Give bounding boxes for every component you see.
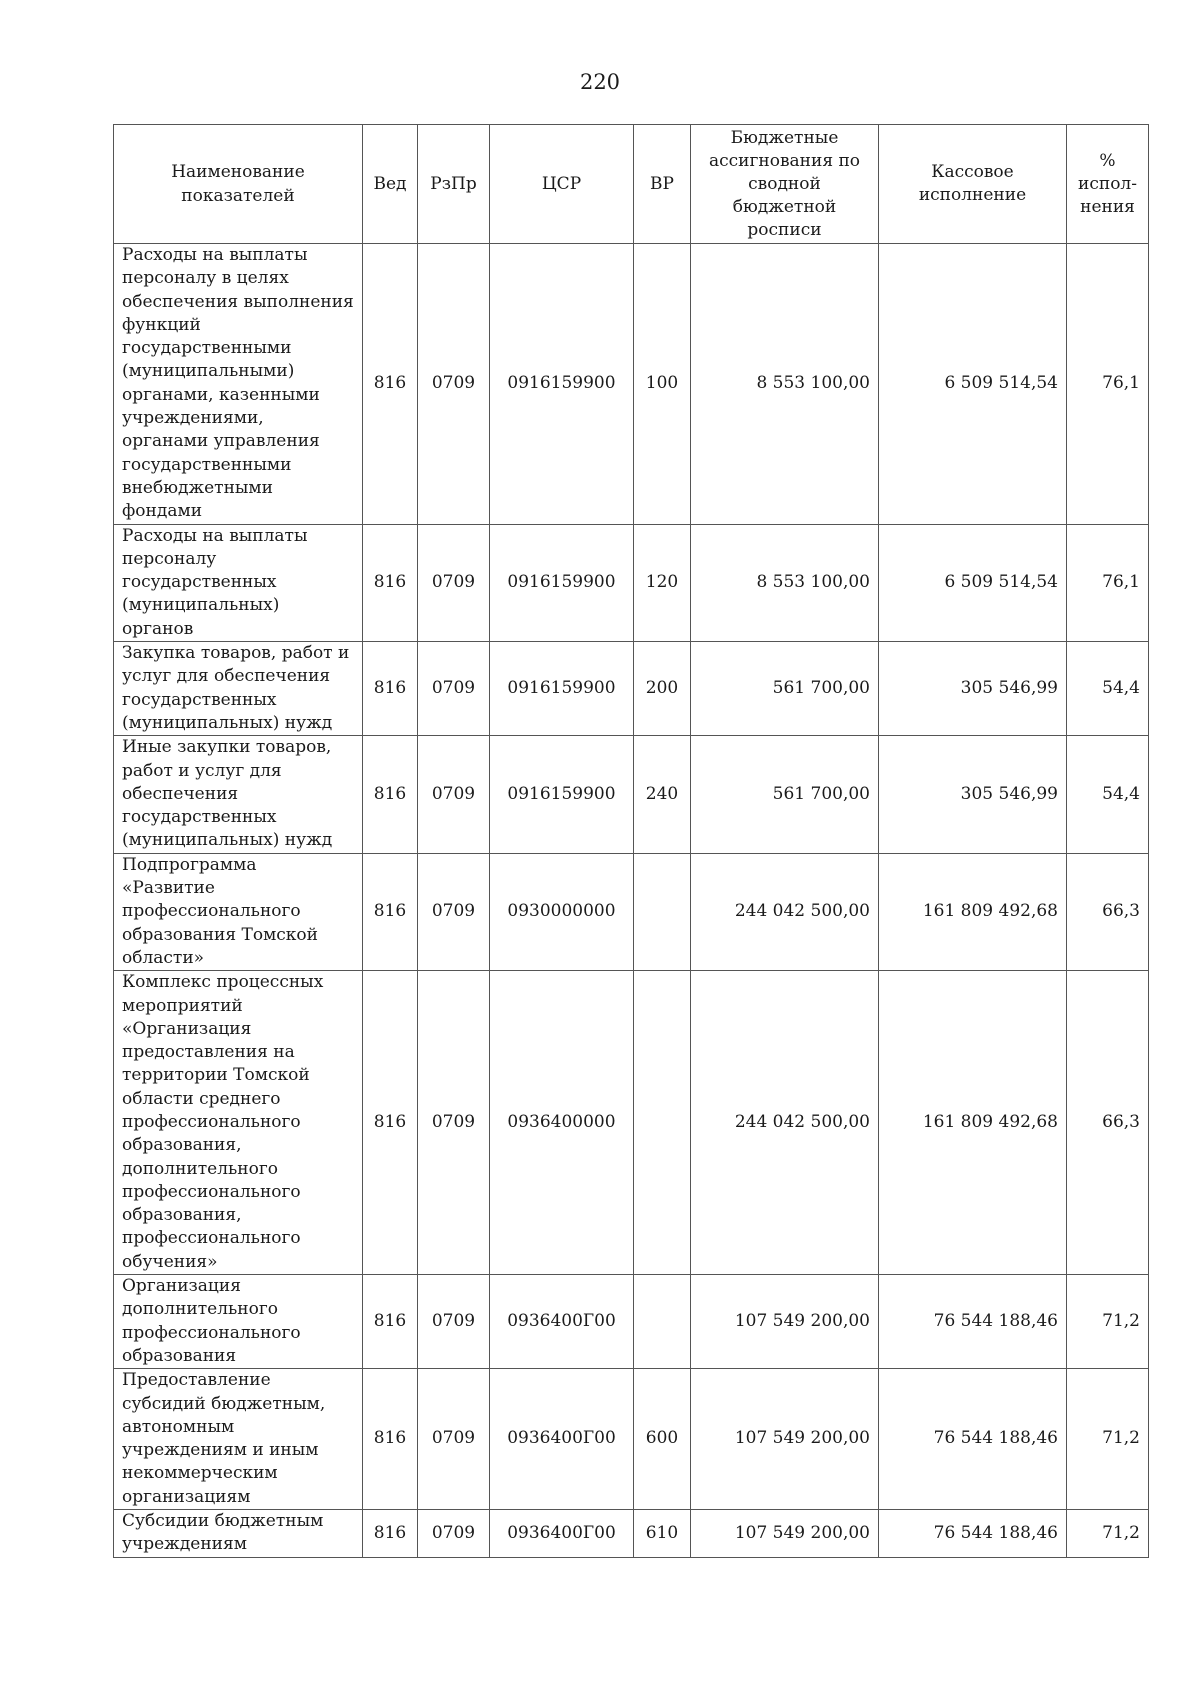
cell-name: Расходы на выплаты персоналу государственных (муниципальных) органов — [114, 524, 363, 641]
cell-cash: 6 509 514,54 — [879, 524, 1067, 641]
header-ved: Вед — [363, 125, 418, 244]
table-row — [114, 1275, 1149, 1369]
cell-budget: 8 553 100,00 — [691, 244, 879, 525]
header-csr: ЦСР — [490, 125, 634, 244]
cell-vr: 240 — [634, 736, 691, 853]
cell-percent: 76,1 — [1067, 244, 1149, 525]
cell-name: Расходы на выплаты персоналу в целях обеспечения выполнения функций государственными (муниципальными) органами, казенными учреждениями, органами управления государственными внебюджетными фондами — [114, 244, 363, 525]
header-vr: ВР — [634, 125, 691, 244]
table-row — [114, 244, 1149, 525]
cell-name: Иные закупки товаров, работ и услуг для обеспечения государственных (муниципальных) нужд — [114, 736, 363, 853]
cell-percent: 71,2 — [1067, 1275, 1149, 1369]
cell-csr: 0930000000 — [490, 853, 634, 970]
table-row — [114, 736, 1149, 853]
cell-vr: 120 — [634, 524, 691, 641]
header-name: Наименование показателей — [114, 125, 363, 244]
cell-ved: 816 — [363, 971, 418, 1275]
cell-csr: 0916159900 — [490, 244, 634, 525]
cell-name: Предоставление субсидий бюджетным, автономным учреждениям и иным некоммерческим организациям — [114, 1369, 363, 1510]
cell-csr: 0916159900 — [490, 736, 634, 853]
cell-budget: 561 700,00 — [691, 642, 879, 736]
table-row — [114, 1369, 1149, 1510]
header-budget: Бюджетные ассигнования по сводной бюджетной росписи — [691, 125, 879, 244]
table-row — [114, 1510, 1149, 1558]
table-row — [114, 853, 1149, 970]
cell-name: Подпрограмма «Развитие профессионального образования Томской области» — [114, 853, 363, 970]
cell-budget: 107 549 200,00 — [691, 1369, 879, 1510]
cell-csr: 0916159900 — [490, 524, 634, 641]
cell-name: Закупка товаров, работ и услуг для обеспечения государственных (муниципальных) нужд — [114, 642, 363, 736]
cell-rzpr: 0709 — [418, 642, 490, 736]
cell-percent: 76,1 — [1067, 524, 1149, 641]
cell-csr: 0916159900 — [490, 642, 634, 736]
cell-name: Субсидии бюджетным учреждениям — [114, 1510, 363, 1558]
cell-rzpr: 0709 — [418, 1369, 490, 1510]
cell-rzpr: 0709 — [418, 736, 490, 853]
header-percent: % испол-нения — [1067, 125, 1149, 244]
table-row — [114, 524, 1149, 641]
cell-csr: 0936400000 — [490, 971, 634, 1275]
cell-budget: 244 042 500,00 — [691, 853, 879, 970]
cell-cash: 6 509 514,54 — [879, 244, 1067, 525]
cell-cash: 76 544 188,46 — [879, 1510, 1067, 1558]
cell-budget: 561 700,00 — [691, 736, 879, 853]
budget-execution-table — [113, 124, 1149, 1558]
cell-percent: 66,3 — [1067, 853, 1149, 970]
cell-rzpr: 0709 — [418, 244, 490, 525]
cell-rzpr: 0709 — [418, 1510, 490, 1558]
cell-ved: 816 — [363, 1275, 418, 1369]
cell-cash: 161 809 492,68 — [879, 971, 1067, 1275]
cell-csr: 0936400Г00 — [490, 1510, 634, 1558]
cell-budget: 107 549 200,00 — [691, 1275, 879, 1369]
cell-vr — [634, 971, 691, 1275]
cell-budget: 8 553 100,00 — [691, 524, 879, 641]
cell-csr: 0936400Г00 — [490, 1369, 634, 1510]
cell-ved: 816 — [363, 1510, 418, 1558]
cell-ved: 816 — [363, 853, 418, 970]
cell-rzpr: 0709 — [418, 971, 490, 1275]
header-rzpr: РзПр — [418, 125, 490, 244]
cell-ved: 816 — [363, 524, 418, 641]
cell-percent: 71,2 — [1067, 1510, 1149, 1558]
cell-name: Комплекс процессных мероприятий «Организация предоставления на территории Томской области среднего профессионального образования, дополнительного профессионального образования, профессионального обучения» — [114, 971, 363, 1275]
cell-budget: 244 042 500,00 — [691, 971, 879, 1275]
table-header-row — [114, 125, 1149, 244]
cell-percent: 54,4 — [1067, 642, 1149, 736]
cell-vr — [634, 853, 691, 970]
cell-cash: 76 544 188,46 — [879, 1369, 1067, 1510]
cell-vr: 100 — [634, 244, 691, 525]
header-cash: Кассовое исполнение — [879, 125, 1067, 244]
cell-ved: 816 — [363, 244, 418, 525]
cell-rzpr: 0709 — [418, 524, 490, 641]
cell-name: Организация дополнительного профессионального образования — [114, 1275, 363, 1369]
cell-csr: 0936400Г00 — [490, 1275, 634, 1369]
cell-ved: 816 — [363, 736, 418, 853]
table-row — [114, 642, 1149, 736]
table-body — [114, 244, 1149, 1558]
cell-vr: 200 — [634, 642, 691, 736]
cell-rzpr: 0709 — [418, 853, 490, 970]
cell-budget: 107 549 200,00 — [691, 1510, 879, 1558]
cell-vr: 610 — [634, 1510, 691, 1558]
cell-percent: 71,2 — [1067, 1369, 1149, 1510]
cell-rzpr: 0709 — [418, 1275, 490, 1369]
cell-percent: 66,3 — [1067, 971, 1149, 1275]
table-row — [114, 971, 1149, 1275]
cell-ved: 816 — [363, 642, 418, 736]
cell-cash: 76 544 188,46 — [879, 1275, 1067, 1369]
cell-vr: 600 — [634, 1369, 691, 1510]
cell-ved: 816 — [363, 1369, 418, 1510]
cell-vr — [634, 1275, 691, 1369]
cell-cash: 305 546,99 — [879, 642, 1067, 736]
cell-percent: 54,4 — [1067, 736, 1149, 853]
page-number: 220 — [579, 70, 621, 94]
cell-cash: 161 809 492,68 — [879, 853, 1067, 970]
cell-cash: 305 546,99 — [879, 736, 1067, 853]
